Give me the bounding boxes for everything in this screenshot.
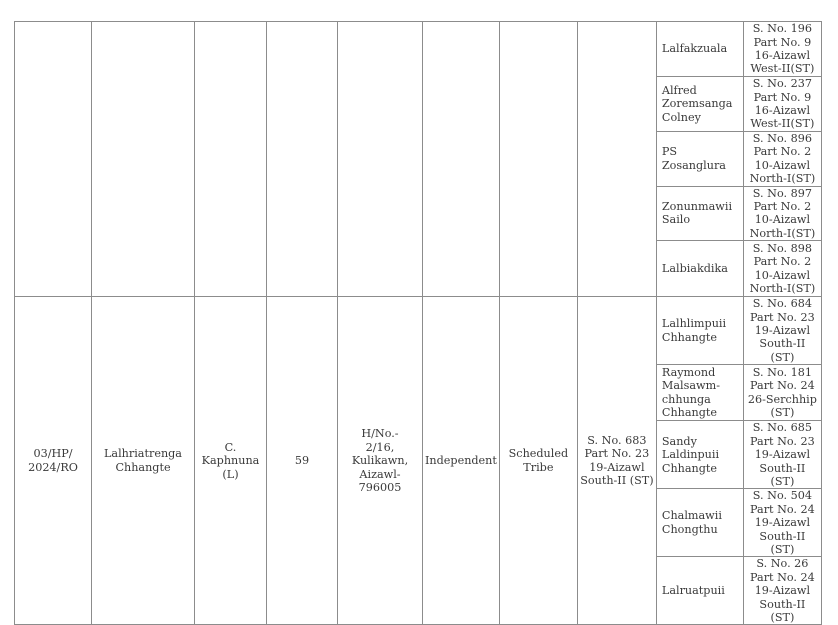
- nomination-no-cell: [15, 22, 92, 297]
- nominations-table: [14, 21, 822, 625]
- candidate-name-cell: [92, 22, 195, 297]
- address-cell: [338, 22, 423, 297]
- proposer-name: PS Zosanglura: [656, 132, 743, 187]
- proposer-name: Alfred Zoremsanga Colney: [656, 77, 743, 132]
- candidate-roll-cell: [577, 22, 656, 297]
- proposer-roll: S. No. 685 Part No. 23 19-Aizawl South-II (ST): [743, 421, 821, 489]
- proposer-roll: S. No. 196 Part No. 9 16-Aizawl West-II(ST): [743, 22, 821, 77]
- father-name-cell: [195, 22, 267, 297]
- father-name: C. Kaphnuna (L): [195, 297, 267, 625]
- proposer-roll: S. No. 237 Part No. 9 16-Aizawl West-II(ST): [743, 77, 821, 132]
- table-row: [15, 22, 822, 77]
- candidate-age: 59: [267, 297, 338, 625]
- proposer-roll: S. No. 898 Part No. 2 10-Aizawl North-I(ST): [743, 241, 821, 297]
- proposer-name: Lalruatpuii: [656, 557, 743, 625]
- candidate-address: H/No.- 2/16, Kulikawn, Aizawl- 796005: [338, 297, 423, 625]
- proposer-name: Raymond Malsawm- chhunga Chhangte: [656, 365, 743, 421]
- proposer-name: Lalfakzuala: [656, 22, 743, 77]
- proposer-name: Lalbiakdika: [656, 241, 743, 297]
- proposer-roll: S. No. 684 Part No. 23 19-Aizawl South-II (ST): [743, 297, 821, 365]
- proposer-roll: S. No. 504 Part No. 24 19-Aizawl South-II (ST): [743, 489, 821, 557]
- party-cell: [423, 22, 500, 297]
- category-cell: [499, 22, 577, 297]
- candidate-party: Independent: [423, 297, 500, 625]
- age-cell: [267, 22, 338, 297]
- proposer-roll: S. No. 181 Part No. 24 26-Serchhip (ST): [743, 365, 821, 421]
- proposer-roll: S. No. 897 Part No. 2 10-Aizawl North-I(ST): [743, 186, 821, 241]
- nomination-no: 03/HP/ 2024/RO: [15, 297, 92, 625]
- proposer-name: Zonunmawii Sailo: [656, 186, 743, 241]
- table-row: [15, 297, 822, 365]
- proposer-roll: S. No. 896 Part No. 2 10-Aizawl North-I(ST): [743, 132, 821, 187]
- proposer-roll: S. No. 26 Part No. 24 19-Aizawl South-II (ST): [743, 557, 821, 625]
- candidate-category: Scheduled Tribe: [499, 297, 577, 625]
- proposer-name: Lalhlimpuii Chhangte: [656, 297, 743, 365]
- proposer-name: Sandy Laldinpuii Chhangte: [656, 421, 743, 489]
- candidate-name: Lalhriatrenga Chhangte: [92, 297, 195, 625]
- proposer-name: Chalmawii Chongthu: [656, 489, 743, 557]
- candidate-electoral-roll: S. No. 683 Part No. 23 19-Aizawl South-II (ST): [577, 297, 656, 625]
